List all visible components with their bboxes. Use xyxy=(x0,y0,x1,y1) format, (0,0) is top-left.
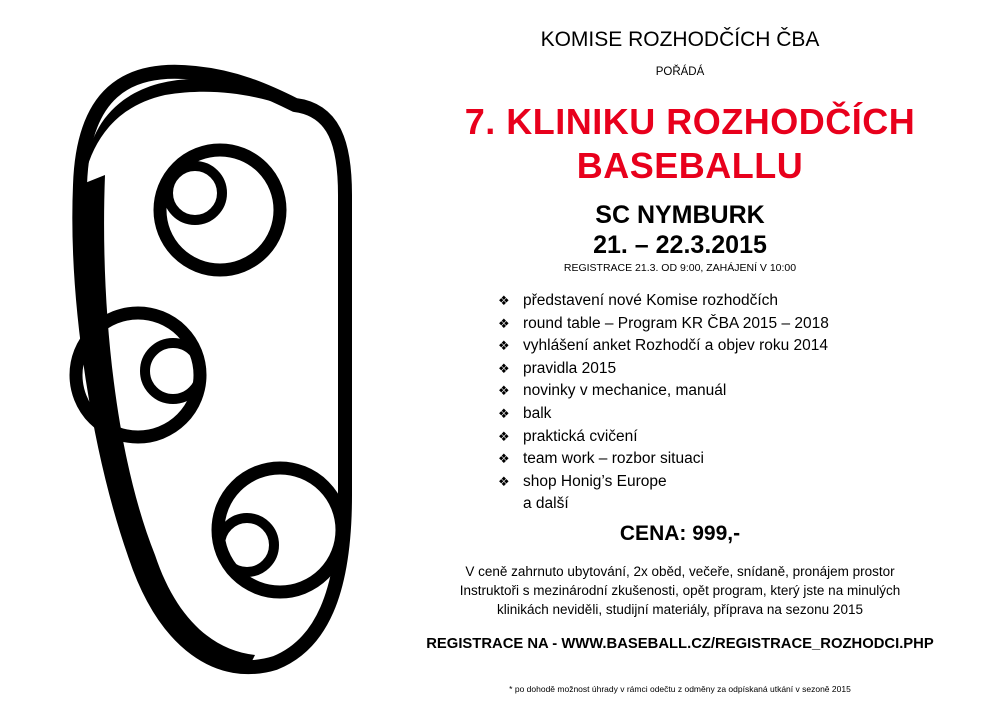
logo-outer-band xyxy=(79,72,345,667)
diamond-bullet-icon: ❖ xyxy=(498,473,510,489)
event-title xyxy=(380,100,1000,188)
list-item: ❖ novinky v mechanice, manuál xyxy=(498,380,829,403)
included-line2: Instruktoři s mezinárodní zkušenosti, opět program, který jste na minulých xyxy=(459,583,901,598)
list-item: ❖ praktická cvičení xyxy=(498,426,829,449)
list-item: ❖ vyhlášení anket Rozhodčí a objev roku 2014 xyxy=(498,335,829,358)
diamond-bullet-icon: ❖ xyxy=(498,315,510,331)
list-item: ❖ pravidla 2015 xyxy=(498,358,829,381)
included-line1: V ceně zahrnuto ubytování, 2x oběd, večeře, snídaně, pronájem prostor xyxy=(465,564,895,579)
diamond-bullet-icon: ❖ xyxy=(498,405,510,421)
list-item: ❖ team work – rozbor situaci xyxy=(498,448,829,471)
logo-eye-bottom-inner xyxy=(220,518,274,572)
list-item: ❖ představení nové Komise rozhodčích xyxy=(498,290,829,313)
diamond-bullet-icon: ❖ xyxy=(498,428,510,444)
event-title-line1: 7. KLINIKU ROZHODČÍCH xyxy=(464,101,916,142)
flyer-content xyxy=(380,0,1000,716)
included-info xyxy=(380,562,980,619)
list-item: ❖ balk xyxy=(498,403,829,426)
event-dates: 21. – 22.3.2015 xyxy=(593,231,767,259)
diamond-bullet-icon: ❖ xyxy=(498,293,510,308)
included-line3: klinikách neviděli, studijní materiály, příprava na sezonu 2015 xyxy=(497,602,863,617)
presents-label: POŘÁDÁ xyxy=(655,66,705,78)
footnote: * po dohodě možnost úhrady v rámci odečtu z odměny za odpískaná utkání v sezoně 2015 xyxy=(509,684,851,694)
diamond-bullet-icon: ❖ xyxy=(498,451,510,467)
event-venue: SC NYMBURK xyxy=(595,201,765,229)
list-item: ❖ round table – Program KR ČBA 2015 – 2018 xyxy=(498,313,829,336)
diamond-bullet-icon: ❖ xyxy=(498,338,510,354)
topic-list xyxy=(498,290,829,516)
organizer-name: KOMISE ROZHODČÍCH ČBA xyxy=(540,28,820,51)
topics-more: a další xyxy=(523,495,569,513)
price: CENA: 999,- xyxy=(619,522,741,545)
registration-time: REGISTRACE 21.3. OD 9:00, ZAHÁJENÍ V 10:00 xyxy=(563,262,797,274)
list-item: ❖ shop Honig’s Europe xyxy=(498,471,829,494)
umpire-logo xyxy=(45,55,375,695)
diamond-bullet-icon: ❖ xyxy=(498,360,510,376)
logo-eye-mid-inner xyxy=(145,343,201,399)
event-title-line2: BASEBALLU xyxy=(576,145,804,186)
diamond-bullet-icon: ❖ xyxy=(498,383,510,399)
registration-link: REGISTRACE NA - WWW.BASEBALL.CZ/REGISTRACE_ROZHODCI.PHP xyxy=(426,636,934,652)
logo-eye-top-inner xyxy=(168,166,222,220)
